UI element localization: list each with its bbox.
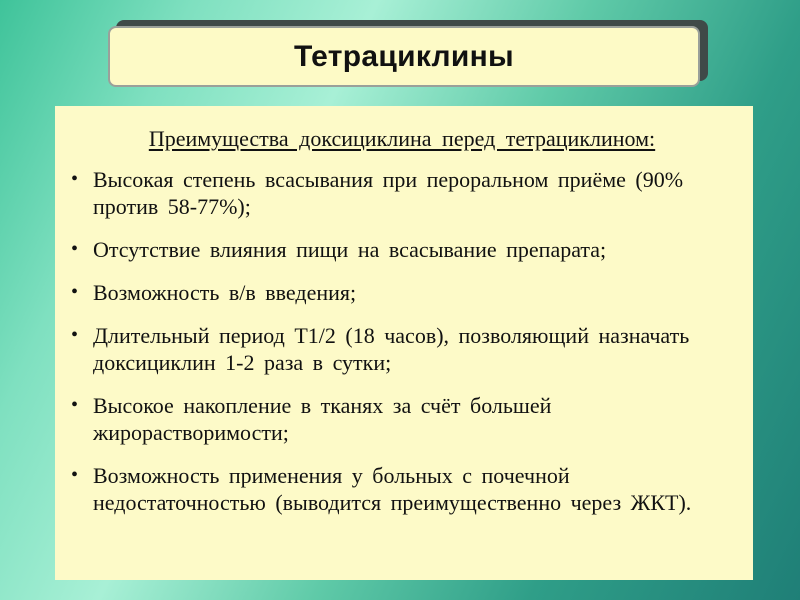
slide-title: Тетрациклины [294, 39, 514, 73]
bullet-item [69, 236, 735, 263]
subtitle: Преимущества доксициклина перед тетрациклином: [148, 126, 656, 151]
bullet-dot-icon: • [71, 281, 79, 303]
bullet-item [69, 166, 735, 220]
bullet-text: Возможность в/в введения; [93, 280, 357, 305]
bullet-text: Возможность применения у больных с почечной недостаточностью (выводится преимущественно через ЖКТ). [93, 463, 692, 515]
bullet-item [69, 392, 735, 446]
bullet-dot-icon: • [71, 394, 79, 416]
bullet-item [69, 322, 735, 376]
title-box [108, 26, 700, 87]
bullet-list [69, 166, 735, 516]
bullet-text: Отсутствие влияния пищи на всасывание препарата; [93, 237, 607, 262]
bullet-dot-icon: • [71, 238, 79, 260]
bullet-dot-icon: • [71, 168, 79, 190]
bullet-text: Длительный период Т1/2 (18 часов), позволяющий назначать доксициклин 1-2 раза в сутки; [93, 323, 690, 375]
bullet-dot-icon: • [71, 324, 79, 346]
bullet-text: Высокая степень всасывания при пероральном приёме (90% против 58-77%); [93, 167, 684, 219]
bullet-item [69, 462, 735, 516]
bullet-item [69, 279, 735, 306]
bullet-dot-icon: • [71, 464, 79, 486]
content-box [55, 106, 753, 580]
bullet-text: Высокое накопление в тканях за счёт большей жирорастворимости; [93, 393, 552, 445]
